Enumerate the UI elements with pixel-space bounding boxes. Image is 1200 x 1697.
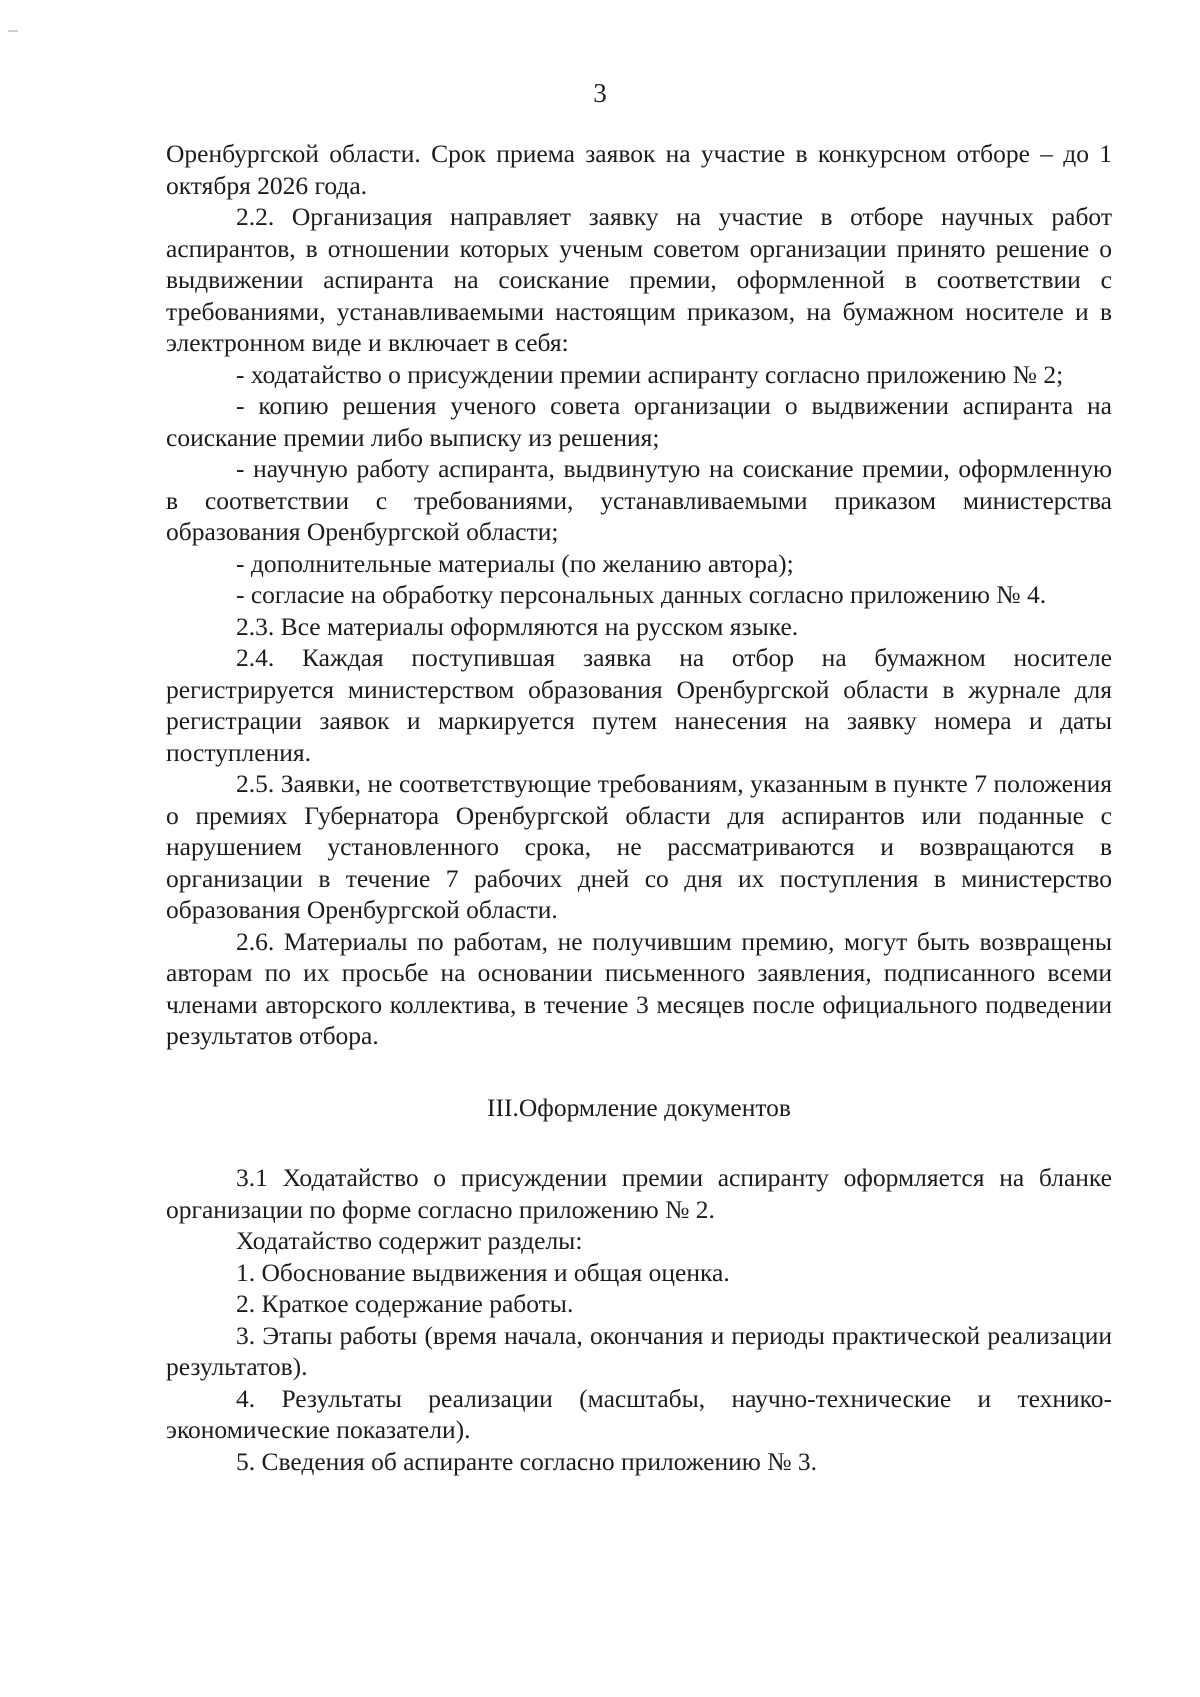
paragraph-2-4: 2.4. Каждая поступившая заявка на отбор на бумажном носителе регистрируется министерством образования Оренбургской области в журнале для регистрации заявок и маркируется путем нанесения на заявку номера и даты поступления. [166,643,1112,767]
list-item-council-decision: - копию решения ученого совета организации о выдвижении аспиранта на соискание премии либо выписку из решения; [166,391,1112,452]
paragraph-2-2: 2.2. Организация направляет заявку на участие в отборе научных работ аспирантов, в отношении которых ученым советом организации принято решение о выдвижении аспиранта на соискание премии, оформленной в соответствии с требованиями, устанавливаемыми настоящим приказом, на бумажном носителе и в электронном виде и включает в себя: [166,202,1112,357]
list-item-scientific-work: - научную работу аспиранта, выдвинутую на соискание премии, оформленную в соответствии с требованиями, устанавливаемыми приказом министерства образования Оренбургской области; [166,454,1112,546]
paragraph-2-6: 2.6. Материалы по работам, не получившим премию, могут быть возвращены авторам по их просьбе на основании письменного заявления, подписанного всеми членами авторского коллектива, в течение 3 месяцев после официального подведении результатов отбора. [166,926,1112,1050]
petition-section-1: 1. Обоснование выдвижения и общая оценка. [236,1257,730,1287]
petition-sections-intro: Ходатайство содержит разделы: [236,1226,583,1255]
list-item-petition: - ходатайство о присуждении премии аспиранту согласно приложению № 2; [236,359,1064,389]
paragraph-2-5: 2.5. Заявки, не соответствующие требованиям, указанным в пункте 7 положения о премиях Губернатора Оренбургской области для аспирантов или поданные с нарушением установленного срока, не рассматриваются и возвращаются в организации в течение 7 рабочих дней со дня их поступления в министерство образования Оренбургской области. [166,769,1112,924]
paragraph-continuation: Оренбургской области. Срок приема заявок на участие в конкурсном отборе – до 1 октября 2026 года. [166,139,1112,200]
section-heading: III.Оформление документов [487,1092,791,1122]
scan-mark [8,30,18,32]
list-item-additional-materials: - дополнительные материалы (по желанию автора); [236,548,794,578]
paragraph-2-3: 2.3. Все материалы оформляются на русском языке. [236,611,799,641]
petition-section-5: 5. Сведения об аспиранте согласно приложению № 3. [236,1446,818,1476]
document-body [166,138,1112,1477]
petition-section-2: 2. Краткое содержание работы. [236,1289,574,1318]
petition-section-3: 3. Этапы работы (время начала, окончания и периоды практической реализации результатов). [166,1320,1112,1381]
paragraph-3-1: 3.1 Ходатайство о присуждении премии аспиранту оформляется на бланке организации по форме согласно приложению № 2. [166,1163,1112,1224]
list-item-personal-data-consent: - согласие на обработку персональных данных согласно приложению № 4. [236,580,1047,609]
petition-section-4: 4. Результаты реализации (масштабы, научно-технические и технико-экономические показатели). [166,1383,1112,1444]
page-number: 3 [593,78,607,108]
